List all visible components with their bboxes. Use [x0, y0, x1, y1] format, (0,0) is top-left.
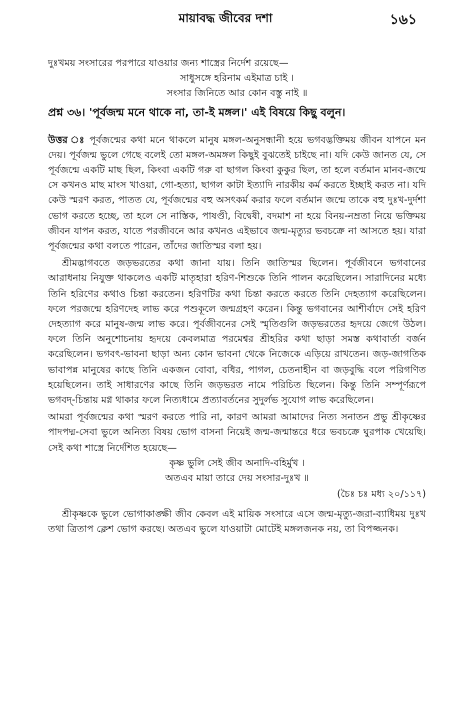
page-header — [0, 8, 451, 32]
scripture-reference: (চৈঃ চঃ মধ্য ২০/১১৭) — [337, 489, 426, 501]
running-title: মায়াবদ্ধ জীবের দশা — [178, 11, 273, 25]
verse-line-1: সাধুসঙ্গে হরিনাম এইমাত্র চাই । — [180, 73, 294, 85]
answer-paragraph-1 — [48, 133, 426, 255]
question-36: প্রশ্ন ৩৬। 'পূর্বজন্ম মনে থাকে না, তা-ই মঙ্গল।' এই বিষয়ে কিছু বলুন। — [48, 105, 346, 119]
answer-paragraph-4: শ্রীকৃষ্ণকে ভুলে ভোগাকাঙ্ক্ষী জীব কেবল এই মায়িক সংসারে এসে জন্ম-মৃত্যু-জরা-ব্যাধিময় দুঃখ তথা ত্রিতাপ ক্লেশ ভোগ করছে। অতএব ভুলে যাওয়াটা মোটেই মঙ্গলজনক নয়, তা বিপজ্জনক। — [48, 509, 426, 536]
page-number: ১৬১ — [389, 12, 417, 28]
page-content — [48, 56, 426, 538]
answer-text-1: পূর্বজন্মের কথা মনে থাকলে মানুষ মঙ্গল-অনুসন্ধানী হয়ে ভগবদ্ভক্তিময় জীবন যাপনে মন দেয়। পূর্বজন্ম ভুলে গেছে বলেই তো মঙ্গল-অমঙ্গল কিছুই বুঝতেই চাইছে না। যদি কেউ জানত যে, সে পূর্বজন্মে একটি মাছ ছিল, কিংবা একটি গরু বা ছাগল কিংবা কুকুর ছিল, তা হলে বর্তমান মানব-জন্মে সে কখনও মাছ মাংস খাওয়া, গো-হত্যা, ছাগল কাটা ইত্যাদি নারকীয় কর্ম করতে ইচ্ছাই করত না। যদি কেউ স্মরণ করত, পাতত যে, পূর্বজন্মের বহু অসৎকর্ম করার ফলে বর্তমান জন্মে তাকে বহু দুঃখ-দুর্দশা ভোগ করতে হচ্ছে, তা হলে সে নাস্তিক, পাষণ্ডী, বিদ্বেষী, বদমাশ না হয়ে বিনয়-নম্রতা নিয়ে ভক্তিময় জীবন যাপন করত, যাতে পরজীবনে আর কখনও এইভাবে জন্ম-মৃত্যুর ভবচক্রে না আসতে হয়। যারা পূর্বজন্মের কথা বলতে পারেন, তাঁদের জাতিস্মর বলা হয়। — [48, 134, 427, 253]
answer-label: উত্তর ঃ — [48, 134, 86, 146]
answer-paragraph-2: শ্রীমদ্ভাগবতে জড়ভরতের কথা জানা যায়। তিনি জাতিস্মর ছিলেন। পূর্বজীবনে ভগবানের আরাধনায় নিযুক্ত থাকলেও একটি মাতৃহারা হরিণ-শিশুকে তিনি পালন করেছিলেন। সারাদিনের মধ্যে তিনি হরিণের কথাও চিন্তা করতেন। হরিণটির কথা চিন্তা করতে করতে তিনি দেহত্যাগ করেছিলেন। ফলে পরজন্মে হরিণদেহ লাভ করে পশুকূলে জন্মগ্রহণ করেন। কিন্তু ভগবানের আশীর্বাদে সেই হরিণ দেহত্যাগ করে মানুষ-জন্ম লাভ করে। পূর্বজীবনের সেই স্মৃতিগুলি জড়ভরতের হৃদয়ে জেগে উঠল। ফলে তিনি অনুশোচনায় হৃদয়ে কেবলমাত্র পরমেশ্বর শ্রীহরির কথা ছাড়া সমস্ত কথাবার্তা বর্জন করেছিলেন। ভগবৎ-ভাবনা ছাড়া অন্য কোন ভাবনা থেকে নিজেকে এড়িয়ে রাখতেন। জড়-জাগতিক ভাবাপন্ন মানুষের কাছে তিনি একজন বোবা, বধির, পাগল, চেতনাহীন বা জড়বুদ্ধি বলে পরিগণিত হয়েছিলেন। তাই সাধারণের কাছে তিনি জড়ভরত নামে পরিচিত ছিলেন। কিন্তু তিনি সম্পূর্ণরূপে ভগবদ্-চিন্তায় মগ্ন থাকার ফলে নিত্যধামে প্রত্যাবর্তনের সুদুর্লভ সুযোগ লাভ করেছিলেন। — [48, 258, 426, 407]
verse-line-2: সংসার জিনিতে আর কোন বস্তু নাই ॥ — [166, 88, 308, 100]
verse-line-3: কৃষ্ণ ভুলি সেই জীব অনাদি-বহির্মুখ । — [169, 457, 305, 469]
intro-line: দুঃখময় সংসারের পরপারে যাওয়ার জন্য শাস্ত্রের নির্দেশ রয়েছে— — [48, 58, 289, 69]
verse-line-4: অতএব মায়া তারে দেয় সংসার-দুঃখ ॥ — [165, 473, 309, 485]
answer-paragraph-3: আমরা পূর্বজন্মের কথা স্মরণ করতে পারি না, কারণ আমরা আমাদের নিত্য সনাতন প্রভু শ্রীকৃষ্ণের পাদপদ্ম-সেবা ভুলে অনিত্য বিষয় ভোগ বাসনা নিয়েই জন্ম-জন্মান্তরে ধরে ভবচক্রে ঘুরপাক খেয়েছি। সেই কথা শাস্ত্রে নির্দেশিত হয়েছে— — [48, 412, 426, 454]
